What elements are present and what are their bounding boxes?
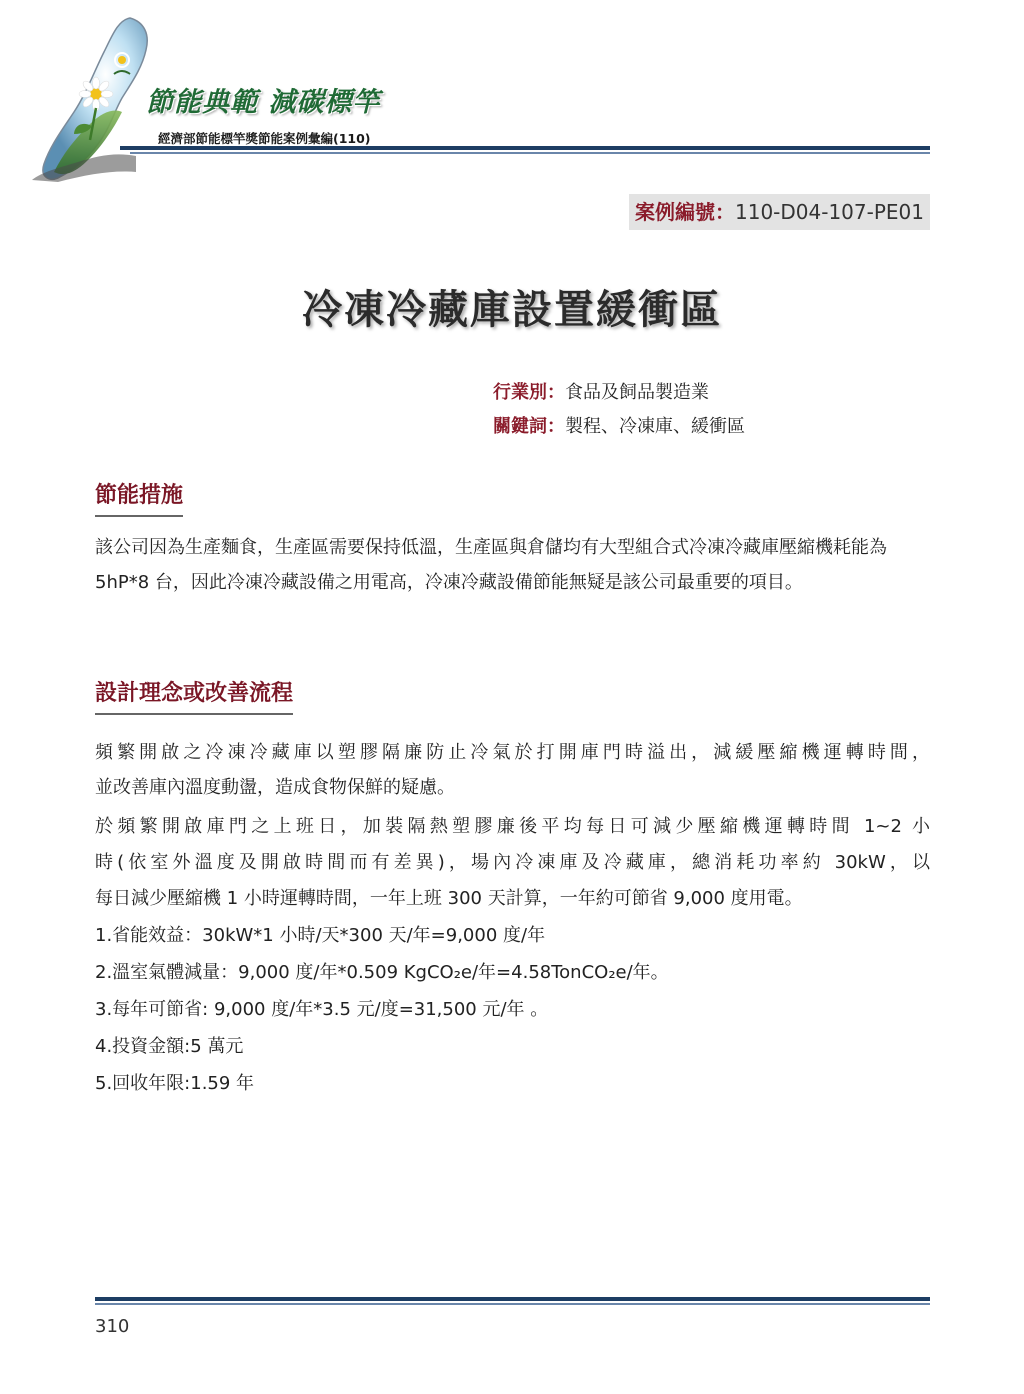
brand-subtitle: 經濟部節能標竿獎節能案例彙編(110) (158, 131, 371, 146)
body-line: 每日減少壓縮機 1 小時運轉時間，一年上班 300 天計算，一年約可節省 9,000 度用電。 (95, 888, 803, 909)
body-line: 頻繁開啟之冷凍冷藏庫以塑膠隔廉防止冷氣於打開庫門時溢出，減緩壓縮機運轉時間， (95, 742, 930, 763)
header-divider-thin (130, 152, 930, 154)
section-heading-measures: 節能措施 (95, 478, 183, 517)
case-number-badge (629, 194, 930, 230)
header-divider (120, 146, 930, 150)
brand-title: 節能典範 減碳標竿 (146, 87, 381, 118)
footer-divider (95, 1297, 930, 1301)
footer-divider-thin (95, 1303, 930, 1305)
case-number-label: 案例編號： (635, 200, 735, 224)
section-heading-design: 設計理念或改善流程 (95, 676, 293, 715)
keywords-label: 關鍵詞： (493, 416, 565, 437)
body-line: 於頻繁開啟庫門之上班日，加裝隔熱塑膠廉後平均每日可減少壓縮機運轉時間 1~2 小 (95, 816, 930, 837)
industry-label: 行業別： (493, 382, 565, 403)
document-title: 冷凍冷藏庫設置緩衝區 (302, 287, 722, 333)
list-item: 1.省能效益：30kW*1 小時/天*300 天/年=9,000 度/年 (95, 925, 546, 946)
list-item: 4.投資金額:5 萬元 (95, 1036, 244, 1057)
list-item: 2.溫室氣體減量：9,000 度/年*0.509 KgCO₂e/年=4.58TonCO₂e/年。 (95, 962, 669, 983)
list-item: 3.每年可節省: 9,000 度/年*3.5 元/度=31,500 元/年 。 (95, 999, 549, 1020)
industry-row (493, 378, 709, 404)
case-number-value: 110-D04-107-PE01 (735, 200, 924, 224)
keywords-row (493, 412, 745, 438)
industry-value: 食品及飼品製造業 (565, 382, 709, 403)
list-item: 5.回收年限:1.59 年 (95, 1073, 255, 1094)
section-text-measures: 該公司因為生產麵食，生產區需要保持低溫，生產區與倉儲均有大型組合式冷凍冷藏庫壓縮機耗能為 5hP*8 台，因此冷凍冷藏設備之用電高，冷凍冷藏設備節能無疑是該公司最重要的項目。 (95, 537, 887, 593)
page-header (0, 0, 1024, 190)
body-line: 時(依室外溫度及開啟時間而有差異)，場內冷凍庫及冷藏庫，總消耗功率約 30kW，以 (95, 852, 930, 873)
body-line: 並改善庫內溫度動盪，造成食物保鮮的疑慮。 (95, 777, 455, 798)
keywords-value: 製程、冷凍庫、緩衝區 (565, 416, 745, 437)
page-number: 310 (95, 1316, 130, 1337)
